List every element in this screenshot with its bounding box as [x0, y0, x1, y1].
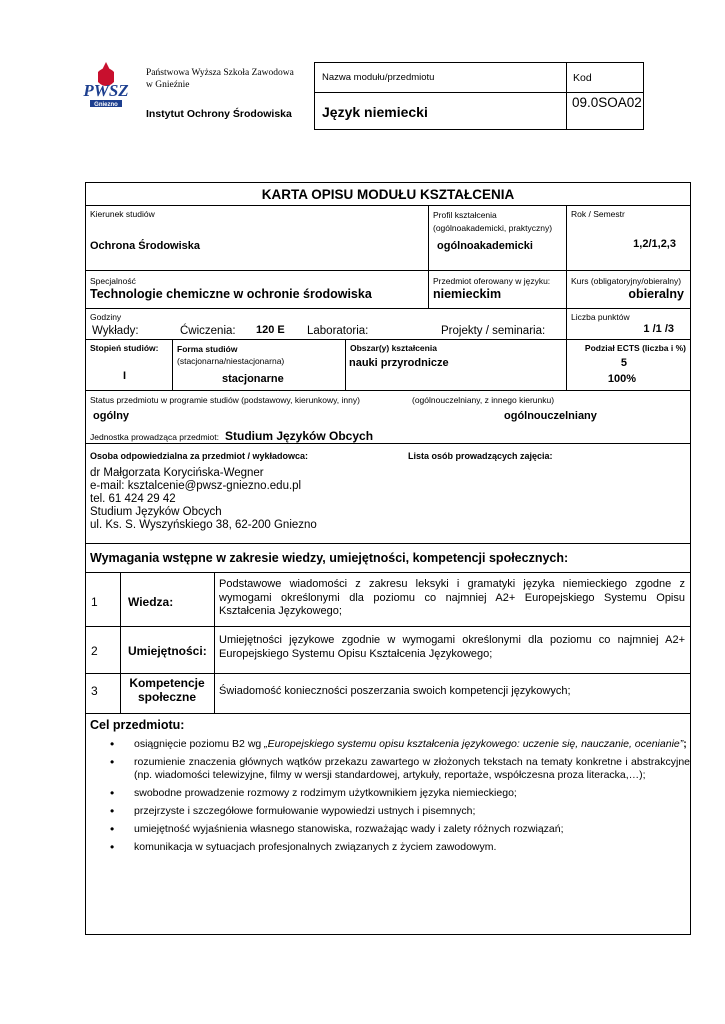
- responsible-phone: tel. 61 424 29 42: [90, 493, 176, 505]
- hours-label: Godziny: [90, 312, 122, 322]
- spec-label: Specjalność: [90, 276, 136, 286]
- profile-label: Profil kształcenia (ogólnoakademicki, praktyczny): [433, 210, 553, 233]
- unit-label: Jednostka prowadząca przedmiot:: [90, 432, 219, 442]
- goal-item: • przejrzyste i szczegółowe formułowanie wypowiedzi ustnych i pisemnych;: [110, 805, 690, 818]
- module-code: 09.0SOA02: [572, 95, 642, 110]
- requirement-num: 3: [91, 684, 98, 698]
- points-value: 1 /1 /3: [643, 323, 674, 335]
- requirement-text-knowledge: Podstawowe wiadomości z zakresu leksyki i gramatyki języka niemieckiego zgodne z wymogami określonymi dla poziomu co najmniej A2+ Europejskiego Systemu Opisu Kształcenia Językowego;: [219, 578, 685, 617]
- responsible-email: e-mail: ksztalcenie@pwsz-gniezno.edu.pl: [90, 480, 302, 492]
- requirement-num: 2: [91, 644, 98, 658]
- ects-value-number: 5: [620, 357, 627, 369]
- spec-value: Technologie chemiczne w ochronie środowiska: [90, 287, 372, 301]
- card-title: KARTA OPISU MODUŁU KSZTAŁCENIA: [261, 187, 515, 202]
- field-value: Ochrona Środowiska: [90, 240, 201, 252]
- course-value: obieralny: [628, 287, 684, 301]
- goal-item: • swobodne prowadzenie rozmowy z rodzimym użytkownikiem języka niemieckiego;: [110, 787, 690, 800]
- school-logo: [80, 60, 132, 108]
- field-label: Kierunek studiów: [90, 209, 155, 219]
- unit-value: Studium Języków Obcych: [225, 429, 374, 443]
- form-value: stacjonarne: [222, 373, 284, 385]
- responsible-person: [90, 467, 317, 532]
- school-name-line1: Państwowa Wyższa Szkoła Zawodowa: [146, 68, 294, 78]
- requirement-text-skills: Umiejętności językowe zgodnie w wymogami określonymi dla poziomu co najmniej A2+ Europejskiego Systemu Opisu Kształcenia Językowego;: [219, 634, 685, 660]
- projects-label: Projekty / seminaria:: [441, 325, 546, 337]
- requirement-label-competences: Kompetencje społeczne: [129, 676, 205, 704]
- goal-item: • umiejętność wyjaśnienia własnego stanowiska, rozważając wady i zalety różnych rozwiązań;: [110, 823, 690, 836]
- form-label: Forma studiów (stacjonarna/niestacjonarna): [177, 344, 285, 366]
- responsible-label: Osoba odpowiedzialna za przedmiot / wykładowca:: [90, 451, 309, 461]
- responsible-unit: Studium Języków Obcych: [90, 506, 222, 518]
- code-label: Kod: [573, 72, 592, 84]
- responsible-address: ul. Ks. S. Wyszyńskiego 38, 62-200 Gniezno: [90, 519, 317, 531]
- lang-value: niemieckim: [433, 287, 502, 301]
- goals-title: Cel przedmiotu:: [90, 718, 185, 732]
- school-name: [146, 67, 294, 91]
- requirement-label-skills: Umiejętności:: [128, 644, 207, 658]
- ects-label: Podział ECTS (liczba i %): [584, 343, 686, 353]
- status-value: ogólny: [93, 410, 130, 422]
- year-value: 1,2/1,2,3: [633, 238, 676, 250]
- teachers-list-label: Lista osób prowadzących zajęcia:: [408, 451, 553, 461]
- school-name-line2: w Gnieźnie: [146, 80, 190, 90]
- status-value-2: ogólnouczelniany: [504, 410, 597, 422]
- area-value: nauki przyrodnicze: [349, 357, 449, 369]
- exercises-label: Ćwiczenia:: [180, 325, 236, 337]
- logo-subtext: Gniezno: [94, 102, 118, 108]
- goal-item: • osiągnięcie poziomu B2 wg „Europejskiego systemu opisu kształcenia językowego: uczenie się, nauczanie, ocenianie”;: [110, 738, 690, 751]
- requirements-title: Wymagania wstępne w zakresie wiedzy, umiejętności, kompetencji społecznych:: [90, 551, 569, 565]
- institute-name: Instytut Ochrony Środowiska: [146, 108, 292, 120]
- ects-value-percent: 100%: [607, 373, 636, 385]
- module-name: Język niemiecki: [322, 104, 428, 120]
- status-label-2: (ogólnouczelniany, z innego kierunku): [412, 395, 555, 405]
- year-label: Rok / Semestr: [571, 209, 625, 219]
- labs-label: Laboratoria:: [307, 325, 369, 337]
- degree-value: I: [123, 370, 127, 382]
- profile-value: ogólnoakademicki: [437, 240, 533, 252]
- goal-item: • rozumienie znaczenia głównych wątków przekazu zawartego w złożonych tekstach na tematy konkretne i abstrakcyjne (np. wiadomości telewizyjne, filmy w wersji standardowej, artykuły, reportaże, współczesna proza literacka,…);: [110, 756, 690, 782]
- status-label: Status przedmiotu w programie studiów (podstawowy, kierunkowy, inny): [90, 395, 360, 405]
- exercises-value: 120 E: [256, 324, 285, 336]
- points-label: Liczba punktów: [571, 312, 630, 322]
- lang-label: Przedmiot oferowany w języku:: [433, 276, 551, 286]
- module-name-label: Nazwa modułu/przedmiotu: [322, 72, 435, 83]
- goals-list: [110, 738, 690, 859]
- requirement-label-knowledge: Wiedza:: [128, 595, 174, 609]
- requirement-text-competences: Świadomość konieczności poszerzania swoich kompetencji językowych;: [219, 685, 571, 697]
- course-label: Kurs (obligatoryjny/obieralny): [571, 276, 682, 286]
- logo-text: PWSZ: [83, 81, 129, 100]
- school-logo-icon: [80, 60, 132, 108]
- responsible-name: dr Małgorzata Korycińska-Wegner: [90, 467, 264, 479]
- requirement-num: 1: [91, 595, 98, 609]
- area-label: Obszar(y) kształcenia: [350, 343, 437, 353]
- goal-item: • komunikacja w sytuacjach profesjonalnych związanych z życiem zawodowym.: [110, 841, 690, 854]
- lectures-label: Wykłady:: [92, 325, 139, 337]
- degree-label: Stopień studiów:: [90, 343, 159, 353]
